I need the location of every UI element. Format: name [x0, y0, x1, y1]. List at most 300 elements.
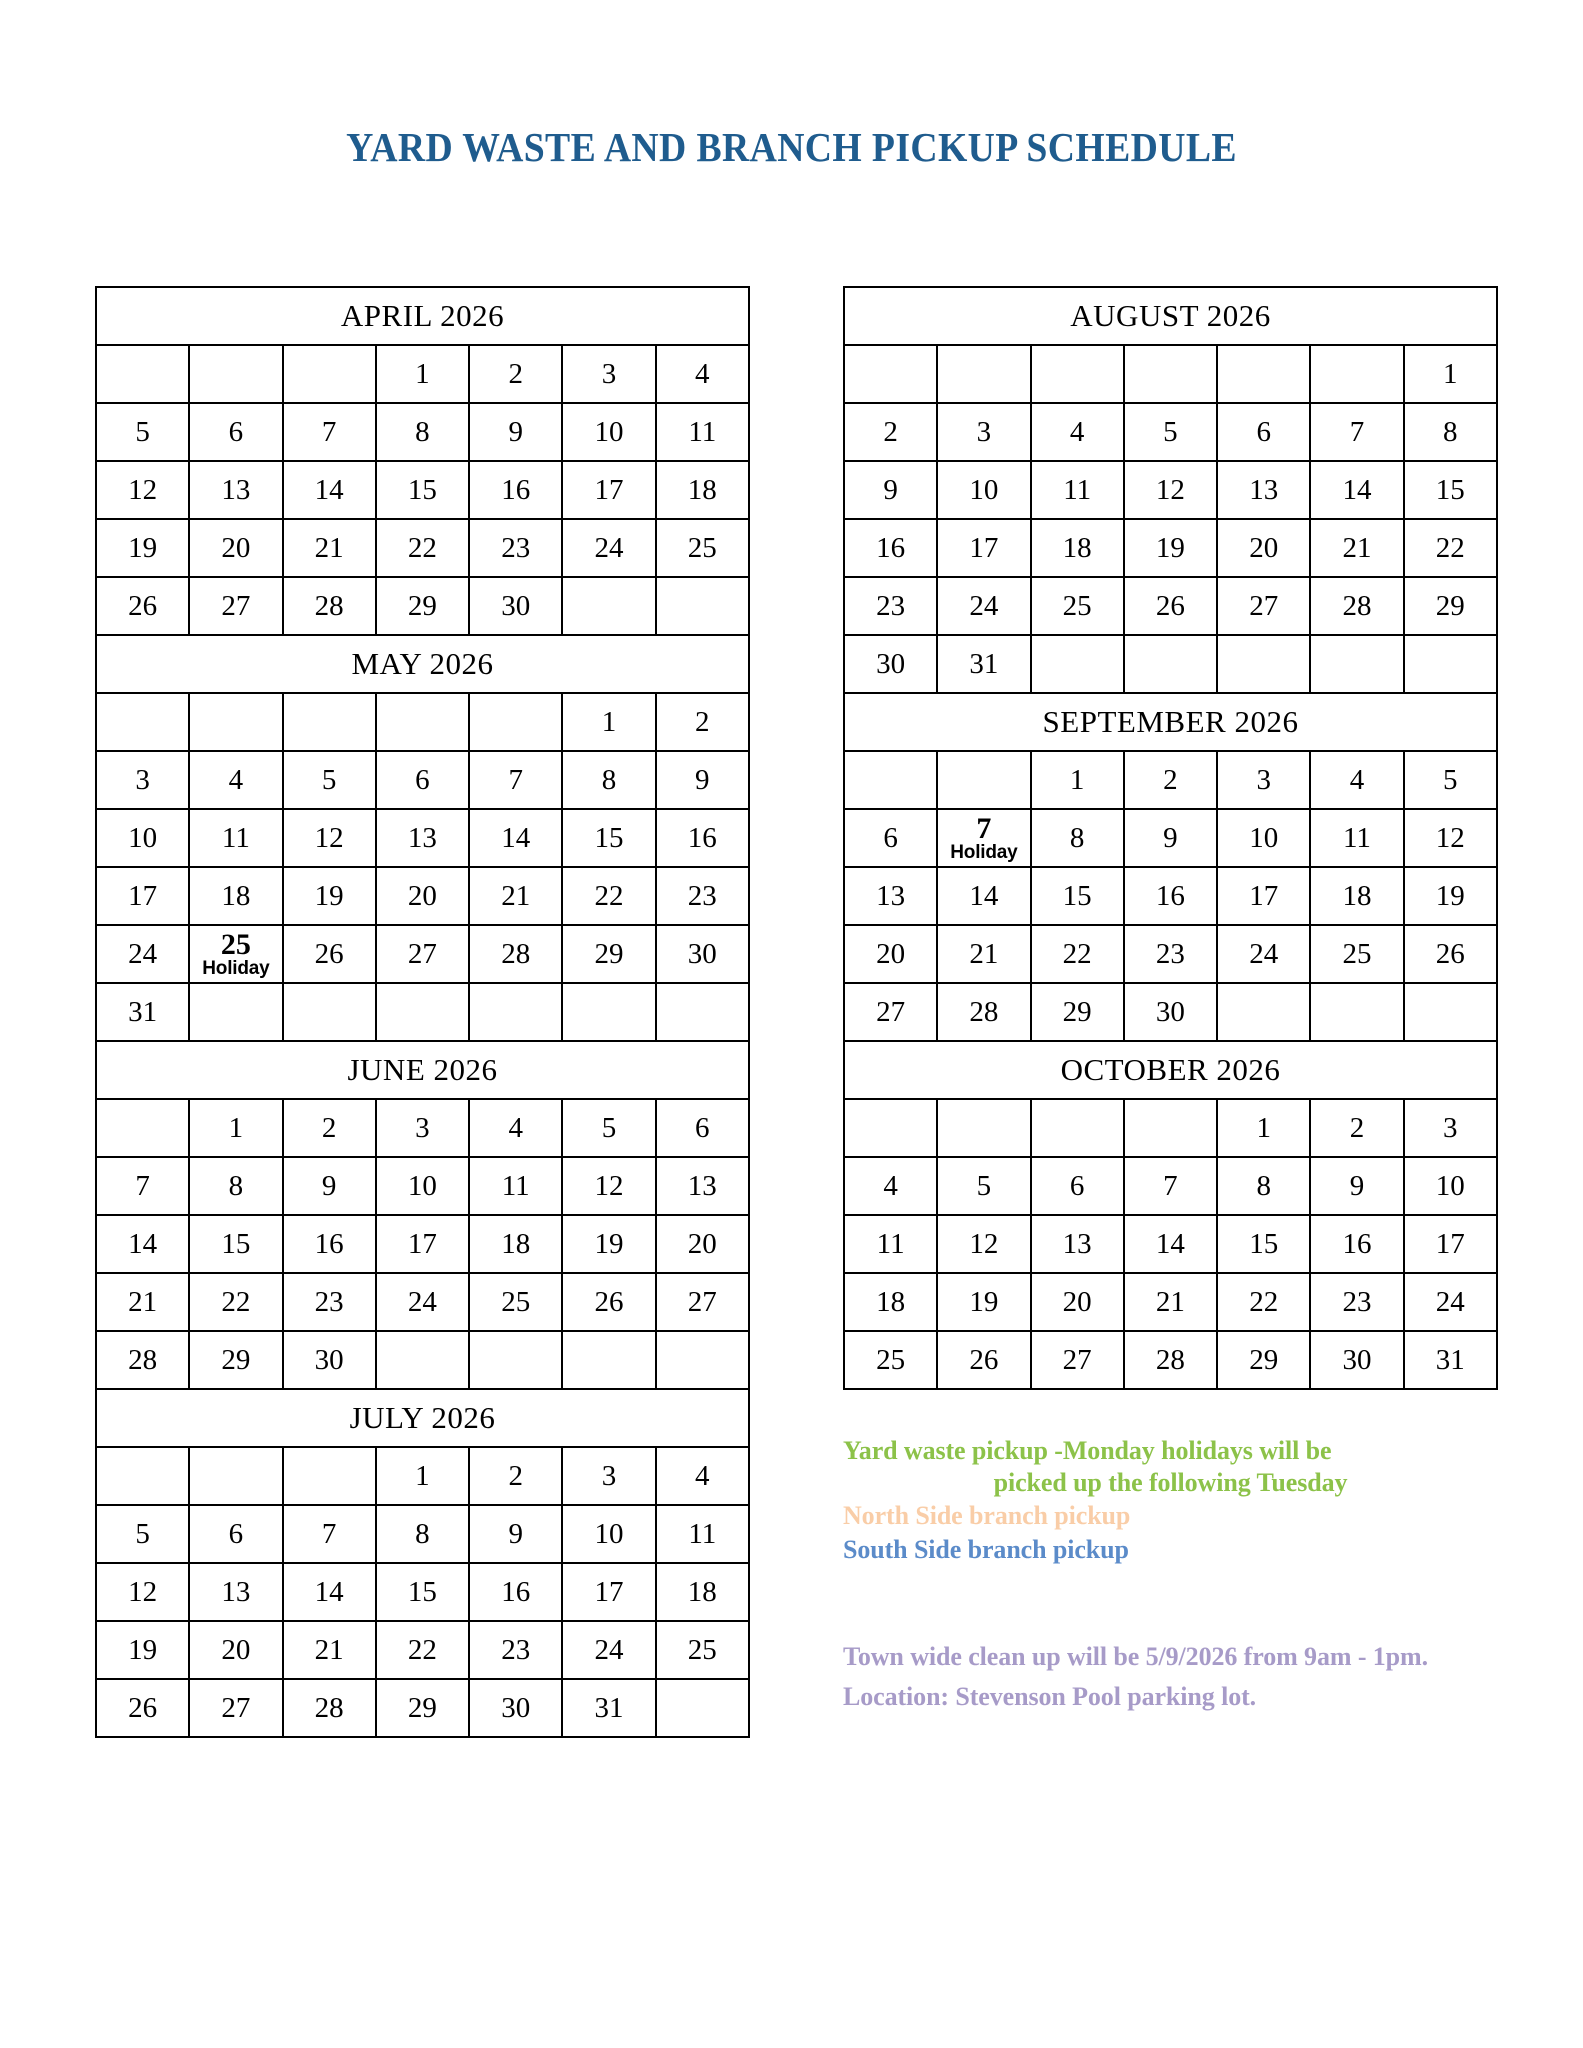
day-cell: 19	[96, 1621, 189, 1679]
month-title: APRIL 2026	[96, 287, 749, 345]
day-cell: 10	[376, 1157, 469, 1215]
empty-cell	[96, 693, 189, 751]
day-cell: 6	[1217, 403, 1310, 461]
day-cell: 27	[1217, 577, 1310, 635]
empty-cell	[1310, 345, 1403, 403]
day-cell: 25	[469, 1273, 562, 1331]
empty-cell	[937, 751, 1030, 809]
day-cell: 28	[283, 577, 376, 635]
empty-cell	[469, 983, 562, 1041]
day-cell: 7	[469, 751, 562, 809]
day-cell: 2	[1310, 1099, 1403, 1157]
day-cell: 27	[844, 983, 937, 1041]
day-cell: 1	[562, 693, 655, 751]
day-cell: 18	[656, 1563, 749, 1621]
month-calendar	[95, 1388, 750, 1738]
day-cell: 2	[1124, 751, 1217, 809]
week-row	[844, 867, 1497, 925]
empty-cell	[562, 983, 655, 1041]
week-row	[96, 1621, 749, 1679]
day-cell: 31	[96, 983, 189, 1041]
day-cell: 18	[189, 867, 282, 925]
day-cell: 22	[562, 867, 655, 925]
day-cell: 2	[844, 403, 937, 461]
week-row	[844, 1331, 1497, 1389]
day-cell: 4	[469, 1099, 562, 1157]
day-cell: 4	[656, 345, 749, 403]
day-cell: 14	[283, 461, 376, 519]
day-cell: 3	[1404, 1099, 1497, 1157]
day-cell: 25	[656, 519, 749, 577]
day-cell: 3	[376, 1099, 469, 1157]
day-cell: 20	[1217, 519, 1310, 577]
day-cell: 2	[656, 693, 749, 751]
empty-cell	[283, 1447, 376, 1505]
day-cell: 4	[189, 751, 282, 809]
empty-cell	[937, 1099, 1030, 1157]
day-cell: 12	[96, 461, 189, 519]
day-cell: 7	[96, 1157, 189, 1215]
day-cell: 20	[376, 867, 469, 925]
day-cell: 30	[844, 635, 937, 693]
day-cell: 11	[656, 403, 749, 461]
day-cell: 13	[189, 461, 282, 519]
day-cell: 22	[376, 519, 469, 577]
day-cell: 28	[283, 1679, 376, 1737]
day-cell: 8	[189, 1157, 282, 1215]
month-calendar	[843, 286, 1498, 694]
day-cell: 28	[469, 925, 562, 983]
day-cell: 16	[283, 1215, 376, 1273]
day-cell: 7	[283, 403, 376, 461]
day-cell: 7	[1124, 1157, 1217, 1215]
week-row	[844, 461, 1497, 519]
page-title: YARD WASTE AND BRANCH PICKUP SCHEDULE	[346, 124, 1237, 171]
week-row	[96, 809, 749, 867]
legend	[843, 1435, 1498, 1567]
month-title: MAY 2026	[96, 635, 749, 693]
empty-cell	[656, 1331, 749, 1389]
week-row	[96, 461, 749, 519]
day-cell: 23	[469, 519, 562, 577]
legend-north-side: North Side branch pickup	[843, 1501, 1131, 1531]
day-cell: 8	[376, 403, 469, 461]
day-cell: 17	[562, 461, 655, 519]
week-row	[96, 1157, 749, 1215]
day-cell: 26	[96, 577, 189, 635]
day-cell: 28	[1310, 577, 1403, 635]
day-cell: 10	[562, 1505, 655, 1563]
day-cell: 5	[96, 1505, 189, 1563]
day-cell: 18	[656, 461, 749, 519]
empty-cell	[469, 1331, 562, 1389]
day-cell: 12	[96, 1563, 189, 1621]
week-row	[96, 1505, 749, 1563]
day-cell: 16	[469, 461, 562, 519]
day-cell: 9	[1124, 809, 1217, 867]
day-cell: 5	[937, 1157, 1030, 1215]
week-row	[844, 1273, 1497, 1331]
day-cell: 10	[96, 809, 189, 867]
week-row	[96, 693, 749, 751]
empty-cell	[1404, 635, 1497, 693]
day-cell: 26	[1404, 925, 1497, 983]
week-row	[844, 1157, 1497, 1215]
empty-cell	[562, 1331, 655, 1389]
week-row	[96, 983, 749, 1041]
empty-cell	[96, 345, 189, 403]
day-cell: 15	[1217, 1215, 1310, 1273]
day-cell: 27	[189, 577, 282, 635]
day-cell: 2	[469, 1447, 562, 1505]
day-cell: 13	[844, 867, 937, 925]
day-cell: 23	[283, 1273, 376, 1331]
day-cell: 24	[376, 1273, 469, 1331]
day-cell: 17	[562, 1563, 655, 1621]
week-row	[96, 345, 749, 403]
empty-cell	[189, 1447, 282, 1505]
day-cell: 5	[283, 751, 376, 809]
empty-cell	[1124, 345, 1217, 403]
week-row	[844, 1099, 1497, 1157]
week-row	[844, 983, 1497, 1041]
day-cell: 23	[844, 577, 937, 635]
day-cell: 19	[562, 1215, 655, 1273]
day-cell: 1	[1217, 1099, 1310, 1157]
day-cell: 24	[562, 1621, 655, 1679]
day-cell: 6	[844, 809, 937, 867]
day-cell: 1	[1404, 345, 1497, 403]
month-title: JUNE 2026	[96, 1041, 749, 1099]
day-cell: 14	[937, 867, 1030, 925]
day-cell: 15	[376, 461, 469, 519]
day-cell: 17	[1217, 867, 1310, 925]
legend-yard-waste-line1: Yard waste pickup -Monday holidays will be	[843, 1436, 1332, 1465]
day-cell: 9	[283, 1157, 376, 1215]
day-cell: 16	[1310, 1215, 1403, 1273]
day-cell: 12	[1404, 809, 1497, 867]
day-cell: 13	[656, 1157, 749, 1215]
day-cell: 29	[1031, 983, 1124, 1041]
day-cell: 8	[562, 751, 655, 809]
week-row	[844, 1215, 1497, 1273]
day-cell: 2	[283, 1099, 376, 1157]
calendar-column-right	[843, 286, 1498, 1390]
empty-cell	[189, 983, 282, 1041]
day-cell: 11	[189, 809, 282, 867]
day-cell: 15	[189, 1215, 282, 1273]
day-cell: 29	[376, 1679, 469, 1737]
day-cell: 27	[1031, 1331, 1124, 1389]
day-cell: 6	[376, 751, 469, 809]
day-cell: 24	[937, 577, 1030, 635]
day-cell: 15	[1031, 867, 1124, 925]
day-cell	[189, 925, 282, 983]
day-cell: 9	[844, 461, 937, 519]
empty-cell	[1217, 983, 1310, 1041]
day-cell: 9	[656, 751, 749, 809]
week-row	[96, 867, 749, 925]
week-row	[96, 403, 749, 461]
day-cell: 19	[1124, 519, 1217, 577]
day-cell: 20	[189, 519, 282, 577]
empty-cell	[656, 577, 749, 635]
empty-cell	[189, 345, 282, 403]
week-row	[96, 751, 749, 809]
empty-cell	[1217, 345, 1310, 403]
day-cell: 14	[283, 1563, 376, 1621]
day-cell: 25	[844, 1331, 937, 1389]
month-title: AUGUST 2026	[844, 287, 1497, 345]
day-cell: 6	[656, 1099, 749, 1157]
week-row	[96, 1215, 749, 1273]
day-cell: 26	[283, 925, 376, 983]
day-cell: 6	[1031, 1157, 1124, 1215]
empty-cell	[656, 983, 749, 1041]
week-row	[96, 1679, 749, 1737]
day-cell: 18	[844, 1273, 937, 1331]
day-cell: 24	[1217, 925, 1310, 983]
day-cell: 29	[189, 1331, 282, 1389]
day-cell: 1	[189, 1099, 282, 1157]
day-cell: 26	[1124, 577, 1217, 635]
empty-cell	[1217, 635, 1310, 693]
empty-cell	[283, 693, 376, 751]
day-cell: 30	[469, 577, 562, 635]
week-row	[96, 925, 749, 983]
empty-cell	[844, 1099, 937, 1157]
empty-cell	[937, 345, 1030, 403]
day-cell: 19	[1404, 867, 1497, 925]
day-cell: 22	[1217, 1273, 1310, 1331]
day-cell: 10	[937, 461, 1030, 519]
month-title: SEPTEMBER 2026	[844, 693, 1497, 751]
day-cell: 5	[96, 403, 189, 461]
empty-cell	[1124, 635, 1217, 693]
day-cell: 23	[656, 867, 749, 925]
day-cell: 25	[1031, 577, 1124, 635]
empty-cell	[1031, 1099, 1124, 1157]
day-cell: 11	[469, 1157, 562, 1215]
week-row	[96, 519, 749, 577]
empty-cell	[283, 345, 376, 403]
month-calendar	[843, 692, 1498, 1042]
day-cell: 20	[189, 1621, 282, 1679]
day-cell: 21	[937, 925, 1030, 983]
week-row	[844, 925, 1497, 983]
empty-cell	[376, 693, 469, 751]
empty-cell	[562, 577, 655, 635]
month-title: JULY 2026	[96, 1389, 749, 1447]
day-cell: 13	[376, 809, 469, 867]
empty-cell	[844, 751, 937, 809]
day-cell: 10	[1404, 1157, 1497, 1215]
day-cell: 30	[656, 925, 749, 983]
month-calendar	[843, 1040, 1498, 1390]
day-cell: 14	[469, 809, 562, 867]
day-cell: 24	[96, 925, 189, 983]
day-cell: 15	[376, 1563, 469, 1621]
day-cell: 17	[1404, 1215, 1497, 1273]
day-cell: 3	[96, 751, 189, 809]
day-cell: 4	[1310, 751, 1403, 809]
empty-cell	[283, 983, 376, 1041]
day-cell: 9	[469, 403, 562, 461]
day-cell: 30	[1124, 983, 1217, 1041]
empty-cell	[656, 1679, 749, 1737]
day-cell: 31	[1404, 1331, 1497, 1389]
day-cell: 13	[189, 1563, 282, 1621]
empty-cell	[1124, 1099, 1217, 1157]
empty-cell	[1310, 635, 1403, 693]
day-cell: 8	[1404, 403, 1497, 461]
day-cell: 19	[937, 1273, 1030, 1331]
day-cell: 17	[376, 1215, 469, 1273]
day-cell: 16	[1124, 867, 1217, 925]
day-cell: 19	[283, 867, 376, 925]
town-cleanup-note: Town wide clean up will be 5/9/2026 from 9am - 1pm. Location: Stevenson Pool parking lot.	[843, 1642, 1428, 1711]
day-cell: 29	[1404, 577, 1497, 635]
day-cell: 30	[469, 1679, 562, 1737]
day-cell: 30	[283, 1331, 376, 1389]
day-cell: 20	[844, 925, 937, 983]
day-cell: 11	[844, 1215, 937, 1273]
week-row	[844, 635, 1497, 693]
day-cell: 23	[469, 1621, 562, 1679]
day-cell: 17	[96, 867, 189, 925]
day-cell: 4	[844, 1157, 937, 1215]
day-cell: 18	[1031, 519, 1124, 577]
day-cell: 29	[376, 577, 469, 635]
day-cell: 5	[562, 1099, 655, 1157]
empty-cell	[96, 1447, 189, 1505]
day-cell: 13	[1031, 1215, 1124, 1273]
day-cell: 8	[1031, 809, 1124, 867]
day-cell: 24	[562, 519, 655, 577]
day-cell: 27	[656, 1273, 749, 1331]
empty-cell	[844, 345, 937, 403]
day-cell: 21	[469, 867, 562, 925]
empty-cell	[1031, 345, 1124, 403]
day-cell: 3	[562, 1447, 655, 1505]
day-cell: 23	[1124, 925, 1217, 983]
day-cell: 31	[562, 1679, 655, 1737]
day-cell: 3	[1217, 751, 1310, 809]
day-cell: 1	[376, 1447, 469, 1505]
empty-cell	[376, 1331, 469, 1389]
day-cell: 22	[1031, 925, 1124, 983]
day-cell: 22	[376, 1621, 469, 1679]
day-cell: 21	[1310, 519, 1403, 577]
week-row	[844, 751, 1497, 809]
day-cell: 25	[656, 1621, 749, 1679]
day-cell: 22	[1404, 519, 1497, 577]
day-cell: 27	[376, 925, 469, 983]
month-title: OCTOBER 2026	[844, 1041, 1497, 1099]
week-row	[96, 577, 749, 635]
day-cell: 19	[96, 519, 189, 577]
day-cell: 2	[469, 345, 562, 403]
day-cell: 16	[844, 519, 937, 577]
empty-cell	[1404, 983, 1497, 1041]
day-cell: 28	[937, 983, 1030, 1041]
day-cell: 13	[1217, 461, 1310, 519]
day-cell: 21	[283, 519, 376, 577]
week-row	[96, 1447, 749, 1505]
week-row	[844, 577, 1497, 635]
month-calendar	[95, 634, 750, 1042]
empty-cell	[1310, 983, 1403, 1041]
empty-cell	[189, 693, 282, 751]
day-cell: 6	[189, 403, 282, 461]
day-cell: 15	[1404, 461, 1497, 519]
month-calendar	[95, 286, 750, 636]
day-cell: 7	[283, 1505, 376, 1563]
day-cell: 26	[96, 1679, 189, 1737]
day-cell: 4	[1031, 403, 1124, 461]
day-cell: 7	[1310, 403, 1403, 461]
day-cell	[937, 809, 1030, 867]
legend-yard-waste	[843, 1435, 1498, 1499]
day-cell: 14	[1310, 461, 1403, 519]
day-cell: 18	[1310, 867, 1403, 925]
day-cell: 24	[1404, 1273, 1497, 1331]
week-row	[844, 519, 1497, 577]
day-cell: 17	[937, 519, 1030, 577]
day-cell: 12	[1124, 461, 1217, 519]
day-cell: 1	[1031, 751, 1124, 809]
day-cell: 30	[1310, 1331, 1403, 1389]
empty-cell	[376, 983, 469, 1041]
day-cell: 29	[1217, 1331, 1310, 1389]
day-cell: 20	[1031, 1273, 1124, 1331]
day-cell: 12	[937, 1215, 1030, 1273]
day-cell: 3	[562, 345, 655, 403]
day-cell: 8	[376, 1505, 469, 1563]
holiday-label: Holiday	[950, 842, 1018, 864]
day-cell: 6	[189, 1505, 282, 1563]
day-cell: 12	[562, 1157, 655, 1215]
day-cell: 11	[1031, 461, 1124, 519]
week-row	[96, 1563, 749, 1621]
day-cell: 21	[1124, 1273, 1217, 1331]
holiday-label: Holiday	[202, 958, 270, 980]
day-cell: 5	[1404, 751, 1497, 809]
day-cell: 21	[283, 1621, 376, 1679]
day-number: 7	[976, 811, 992, 845]
empty-cell	[1031, 635, 1124, 693]
week-row	[96, 1099, 749, 1157]
week-row	[96, 1331, 749, 1389]
day-cell: 4	[656, 1447, 749, 1505]
calendar-column-left	[95, 286, 750, 1738]
empty-cell	[96, 1099, 189, 1157]
day-cell: 23	[1310, 1273, 1403, 1331]
day-number: 25	[220, 927, 251, 961]
week-row	[96, 1273, 749, 1331]
day-cell: 10	[562, 403, 655, 461]
day-cell: 8	[1217, 1157, 1310, 1215]
day-cell: 12	[283, 809, 376, 867]
day-cell: 3	[937, 403, 1030, 461]
day-cell: 10	[1217, 809, 1310, 867]
legend-yard-waste-line2: picked up the following Tuesday	[993, 1468, 1348, 1498]
day-cell: 21	[96, 1273, 189, 1331]
day-cell: 9	[469, 1505, 562, 1563]
day-cell: 15	[562, 809, 655, 867]
month-calendar	[95, 1040, 750, 1390]
day-cell: 29	[562, 925, 655, 983]
